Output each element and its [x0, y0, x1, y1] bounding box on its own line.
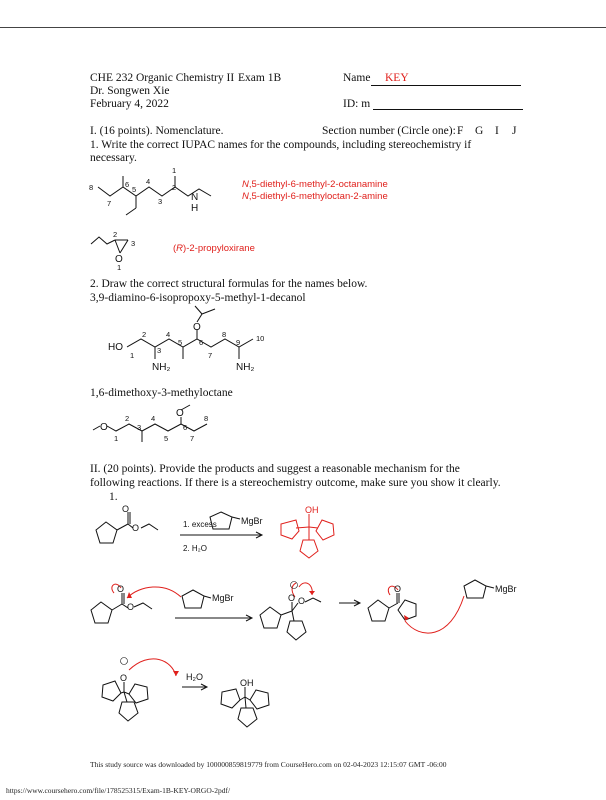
section-i: I [495, 125, 499, 137]
dm-num-6: 6 [183, 423, 188, 432]
final-oh: OH [240, 678, 254, 688]
diol-num-7: 7 [208, 351, 213, 360]
diol-num-2: 2 [142, 330, 147, 339]
oxirane-num-3: 3 [131, 239, 136, 248]
amine-num-2: 2 [172, 183, 177, 192]
item-number: 1. [109, 491, 118, 503]
part2-heading-line1: II. (20 points). Provide the products and suggest a reasonable mechanism for the [90, 463, 460, 475]
diol-nh2-9: NH₂ [236, 362, 255, 373]
diol-nh2-3: NH₂ [152, 362, 171, 373]
answer-1a: N,5-diethyl-6-methyl-2-octanamine [242, 179, 388, 190]
reagent-mgbr: MgBr [241, 516, 263, 526]
dm-num-2: 2 [125, 414, 130, 423]
diol-num-6: 6 [199, 338, 204, 347]
mech-water: H₂O [186, 672, 203, 682]
dm-num-3: 3 [137, 423, 142, 432]
oxirane-o: O [115, 254, 123, 265]
diol-o: O [193, 322, 201, 333]
footer-download-note: This study source was downloaded by 100000859819779 from CourseHero.com on 02-04-2023 12:15:07 GMT -06:00 [90, 760, 447, 769]
diol-num-5: 5 [178, 338, 183, 347]
name-label: Name [343, 72, 371, 84]
amine-num-8: 8 [89, 183, 94, 192]
name-value: KEY [385, 72, 409, 84]
oxirane-num-2: 2 [113, 230, 118, 239]
mech-int-o1: O [288, 593, 296, 603]
amine-num-1: 1 [172, 166, 177, 175]
exam-label: Exam 1B [238, 72, 282, 84]
diol-num-8: 8 [222, 330, 227, 339]
amine-n: N [191, 192, 199, 203]
reagent-water: 2. H₂O [183, 544, 207, 553]
amine-num-6: 6 [125, 180, 130, 189]
ester-o-carbonyl: O [122, 504, 130, 514]
answer-2: (R)-2-propyloxirane [173, 243, 255, 254]
diol-ho: HO [108, 342, 123, 353]
mech-int-o2: O [298, 596, 306, 606]
q2-text: 2. Draw the correct structural formulas for the names below. [90, 278, 368, 290]
diol-num-10: 10 [256, 334, 265, 343]
methoxy-o-1: O [100, 422, 108, 433]
section-g: G [475, 125, 484, 137]
compound-name-a: 3,9-diamino-6-isopropoxy-5-methyl-1-decanol [90, 292, 306, 304]
diol-num-1: 1 [130, 351, 135, 360]
answer-1b: N,5-diethyl-6-methyloctan-2-amine [242, 191, 388, 202]
id-label: ID: m [343, 98, 371, 110]
amine-num-3: 3 [158, 197, 163, 206]
part2-heading-line2: following reactions. If there is a stereochemistry outcome, make sure you show it clearly. [90, 477, 501, 489]
mech-mgbr-2: MgBr [495, 584, 517, 594]
dm-num-5: 5 [164, 434, 169, 443]
oxirane-num-1: 1 [117, 263, 122, 272]
ester-o-alkyl: O [132, 523, 140, 533]
exam-date: February 4, 2022 [90, 98, 169, 110]
instructor: Dr. Songwen Xie [90, 85, 170, 97]
amine-num-5: 5 [132, 185, 137, 194]
amine-num-4: 4 [146, 177, 151, 186]
diol-num-4: 4 [166, 330, 171, 339]
dm-num-1: 1 [114, 434, 119, 443]
dm-num-7: 7 [190, 434, 195, 443]
diol-num-3: 3 [157, 346, 162, 355]
q1-text-line1: 1. Write the correct IUPAC names for the compounds, including stereochemistry if [90, 139, 472, 151]
methoxy-o-6: O [176, 408, 184, 419]
section-j: J [512, 125, 517, 137]
q1-text-line2: necessary. [90, 152, 137, 164]
mech-ester-o1: O [117, 584, 125, 594]
amine-h: H [191, 203, 199, 214]
amine-num-7: 7 [107, 199, 112, 208]
footer-url[interactable]: https://www.coursehero.com/file/178525315/Exam-1B-KEY-ORGO-2pdf/ [6, 786, 231, 795]
course-title: CHE 232 Organic Chemistry II [90, 72, 235, 84]
mech-alkoxide-o: O [120, 673, 128, 683]
mech-mgbr-1: MgBr [212, 593, 234, 603]
mech-ketone-o: O [394, 584, 402, 594]
part1-heading: I. (16 points). Nomenclature. [90, 125, 224, 137]
dm-num-4: 4 [151, 414, 156, 423]
product-oh: OH [305, 505, 319, 515]
section-f: F [457, 125, 464, 137]
reagent-excess: 1. excess [183, 520, 217, 529]
diol-num-9: 9 [236, 338, 241, 347]
dm-num-8: 8 [204, 414, 209, 423]
compound-name-b: 1,6-dimethoxy-3-methyloctane [90, 387, 233, 399]
mech-ester-o2: O [127, 602, 135, 612]
section-label: Section number (Circle one): [322, 125, 456, 137]
